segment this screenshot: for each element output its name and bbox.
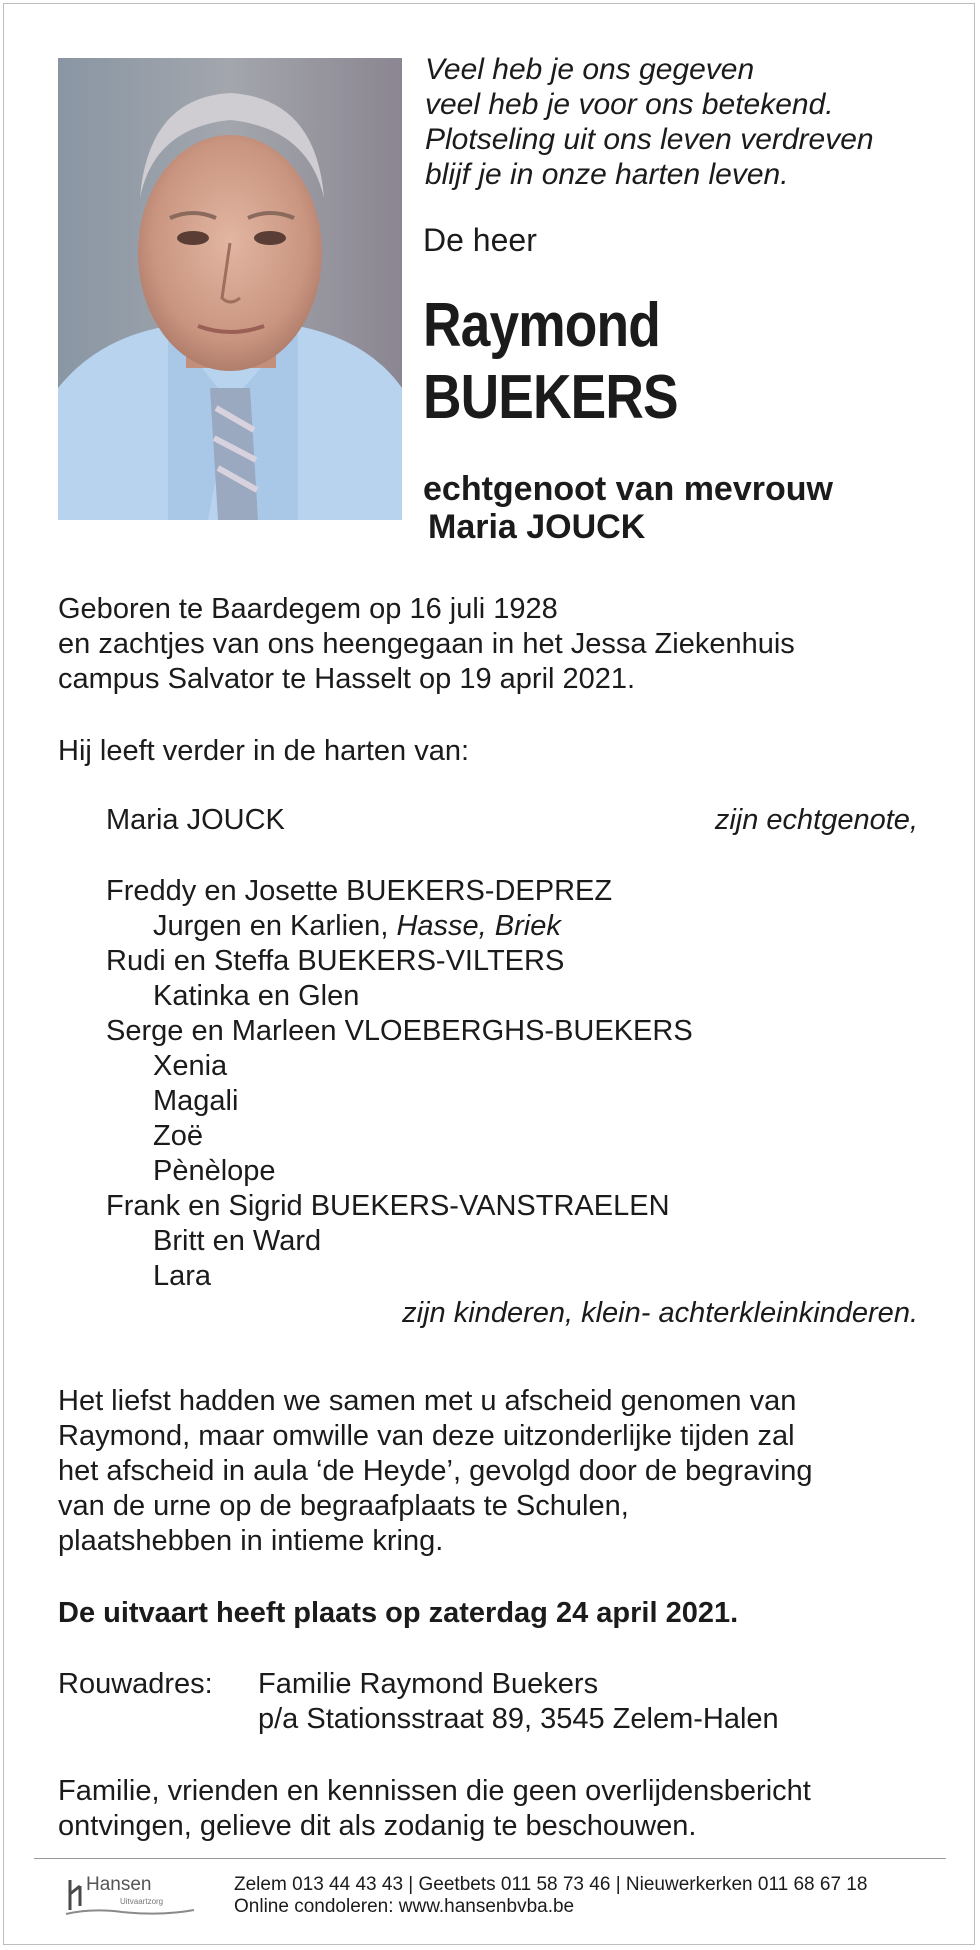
footer-online-link[interactable]: Online condoleren: www.hansenbvba.be	[234, 1896, 575, 1917]
salutation: De heer	[423, 222, 537, 258]
wife-role: zijn echtgenote,	[714, 804, 918, 836]
family-line	[153, 909, 561, 944]
family-line: Magali	[153, 1085, 239, 1117]
portrait-photo	[58, 58, 402, 520]
family-line: Frank en Sigrid BUEKERS-VANSTRAELEN	[106, 1190, 670, 1222]
deceased-name	[423, 290, 678, 434]
wife-name: Maria JOUCK	[106, 804, 285, 836]
family-line: Katinka en Glen	[153, 980, 360, 1012]
family-line-text: Jurgen en Karlien,	[153, 910, 389, 942]
poem-line: blijf je in onze harten leven.	[425, 158, 789, 191]
funeral-date: De uitvaart heeft plaats op zaterdag 24 april 2021.	[58, 1597, 739, 1629]
footer-divider	[34, 1858, 946, 1859]
family-line: Serge en Marleen VLOEBERGHS-BUEKERS	[106, 1015, 693, 1047]
family-line: Freddy en Josette BUEKERS-DEPREZ	[106, 875, 613, 907]
spouse-name: Maria JOUCK	[428, 508, 646, 546]
family-line-extra: Hasse, Briek	[396, 910, 561, 942]
lives-on-heading: Hij leeft verder in de harten van:	[58, 735, 470, 767]
first-name: Raymond	[423, 291, 660, 360]
address-line: Familie Raymond Buekers	[258, 1668, 599, 1700]
footer-phones: Zelem 013 44 43 43 | Geetbets 011 58 73 46 | Nieuwerkerken 011 68 67 18	[234, 1874, 868, 1895]
poem-line: veel heb je voor ons betekend.	[425, 88, 834, 121]
logo-subtext: Uitvaartzorg	[120, 1897, 164, 1906]
poem-line: Plotseling uit ons leven verdreven	[425, 123, 874, 156]
birth-line: Geboren te Baardegem op 16 juli 1928	[58, 593, 558, 625]
family-line: Xenia	[153, 1050, 228, 1082]
family-line: Rudi en Steffa BUEKERS-VILTERS	[106, 945, 565, 977]
closing-line: ontvingen, gelieve dit als zodanig te beschouwen.	[58, 1810, 697, 1842]
birth-line: en zachtjes van ons heengegaan in het Jessa Ziekenhuis	[58, 628, 795, 660]
spouse-label: echtgenoot van mevrouw	[423, 470, 833, 508]
memorial-poem	[425, 52, 874, 192]
address-label: Rouwadres:	[58, 1668, 213, 1700]
farewell-line: Raymond, maar omwille van deze uitzonderlijke tijden zal	[58, 1420, 795, 1452]
address-line: p/a Stationsstraat 89, 3545 Zelem-Halen	[258, 1703, 779, 1735]
farewell-line: Het liefst hadden we samen met u afscheid genomen van	[58, 1385, 797, 1417]
last-name: BUEKERS	[423, 363, 678, 432]
family-line: Pènèlope	[153, 1155, 276, 1187]
portrait-illustration	[58, 58, 402, 520]
birth-line: campus Salvator te Hasselt op 19 april 2021.	[58, 663, 636, 695]
family-line: Lara	[153, 1260, 212, 1292]
family-line: Britt en Ward	[153, 1225, 322, 1257]
poem-line: Veel heb je ons gegeven	[425, 53, 755, 86]
closing-line: Familie, vrienden en kennissen die geen overlijdensbericht	[58, 1775, 811, 1807]
logo-text: Hansen	[86, 1874, 152, 1895]
family-line: Zoë	[153, 1120, 203, 1152]
farewell-line: plaatshebben in intieme kring.	[58, 1525, 444, 1557]
farewell-line: van de urne op de begraafplaats te Schulen,	[58, 1490, 629, 1522]
farewell-line: het afscheid in aula ‘de Heyde’, gevolgd door de begraving	[58, 1455, 813, 1487]
children-role: zijn kinderen, klein- achterkleinkinderen.	[402, 1297, 918, 1329]
spouse-info	[423, 470, 833, 546]
